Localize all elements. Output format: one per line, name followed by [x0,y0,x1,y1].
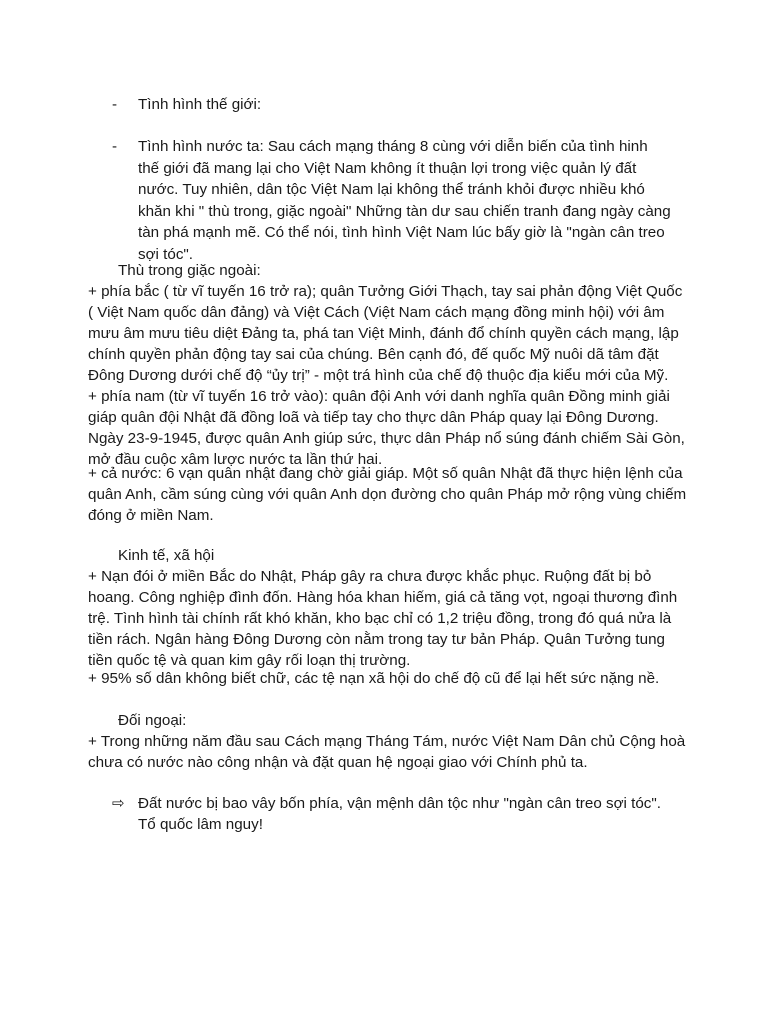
bullet-text: Tình hình nước ta: Sau cách mạng tháng 8 cùng với diễn biến của tình hinh thế giới đã mang lại cho Việt Nam không ít thuận lợi trong việc quản lý đất nước. Tuy nhiên, dân tộc Việt Nam lại không thể tránh khỏi được nhiều khó khăn khi " thù trong, giặc ngoài" Những tàn dư sau chiến tranh đang ngày càng tàn phá mạnh mẽ. Có thể nói, tình hình Việt Nam lúc bấy giờ là "ngàn cân treo sợi tóc". [138,138,671,263]
conclusion-item [112,793,682,835]
paragraph-foreign-relations: + Trong những năm đầu sau Cách mạng Tháng Tám, nước Việt Nam Dân chủ Cộng hoà chưa có nước nào công nhận và đặt quan hệ ngoại giao với Chính phủ ta. [88,733,686,771]
section-heading-foreign: Đối ngoại: [118,712,187,729]
paragraph-nationwide: + cả nước: 6 vạn quân nhật đang chờ giải giáp. Một số quân Nhật đã thực hiện lệnh của quân Anh, cầm súng cùng với quân Anh dọn đường cho quân Pháp mở rộng vùng chiếm đóng ở miền Nam. [88,465,687,524]
bullet-item-country [112,136,672,265]
section-heading-economy: Kinh tế, xã hội [118,547,215,564]
section-heading-enemies: Thù trong giặc ngoài: [118,262,261,279]
bullet-item-world [112,94,672,115]
dash-marker: - [112,96,118,113]
bullet-text: Tình hình thế giới: [138,96,262,113]
paragraph-illiteracy: + 95% số dân không biết chữ, các tệ nạn xã hội do chế độ cũ để lại hết sức nặng nề. [88,670,660,687]
paragraph-south: + phía nam (từ vĩ tuyến 16 trở vào): quân đội Anh với danh nghĩa quân Đồng minh giải giáp quân đội Nhật đã đồng loã và tiếp tay cho thực dân Pháp quay lại Đông Dương. Ngày 23-9-1945, được quân Anh giúp sức, thực dân Pháp nổ súng đánh chiếm Sài Gòn, mở đầu cuộc xâm lược nước ta lần thứ hai. [88,388,685,468]
conclusion-text: Đất nước bị bao vây bốn phía, vận mệnh dân tộc như "ngàn cân treo sợi tóc". Tổ quốc lâm nguy! [138,795,661,833]
arrow-right-icon: ⇨ [112,794,125,812]
paragraph-north: + phía bắc ( từ vĩ tuyến 16 trở ra); quân Tưởng Giới Thạch, tay sai phản động Việt Quốc ( Việt Nam quốc dân đảng) và Việt Cách (Việt Nam cách mạng đồng minh hội) với âm mưu âm mưu tiêu diệt Đảng ta, phá tan Việt Minh, đánh đổ chính quyền cách mạng, lập chính quyền phản động tay sai của chúng. Bên cạnh đó, đế quốc Mỹ nuôi dã tâm đặt Đông Dương dưới chế độ “ủy trị” - một trá hình của chế độ thuộc địa kiểu mới của Mỹ. [88,283,683,384]
dash-marker: - [112,138,118,155]
paragraph-famine: + Nạn đói ở miền Bắc do Nhật, Pháp gây ra chưa được khắc phục. Ruộng đất bị bỏ hoang. Công nghiệp đình đốn. Hàng hóa khan hiếm, giá cả tăng vọt, ngoại thương đình trệ. Tình hình tài chính rất khó khăn, kho bạc chỉ có 1,2 triệu đồng, trong đó quá nửa là tiền rách. Ngân hàng Đông Dương còn nằm trong tay tư bản Pháp. Quân Tưởng tung tiền quốc tệ và quan kim gây rối loạn thị trường. [88,568,678,669]
